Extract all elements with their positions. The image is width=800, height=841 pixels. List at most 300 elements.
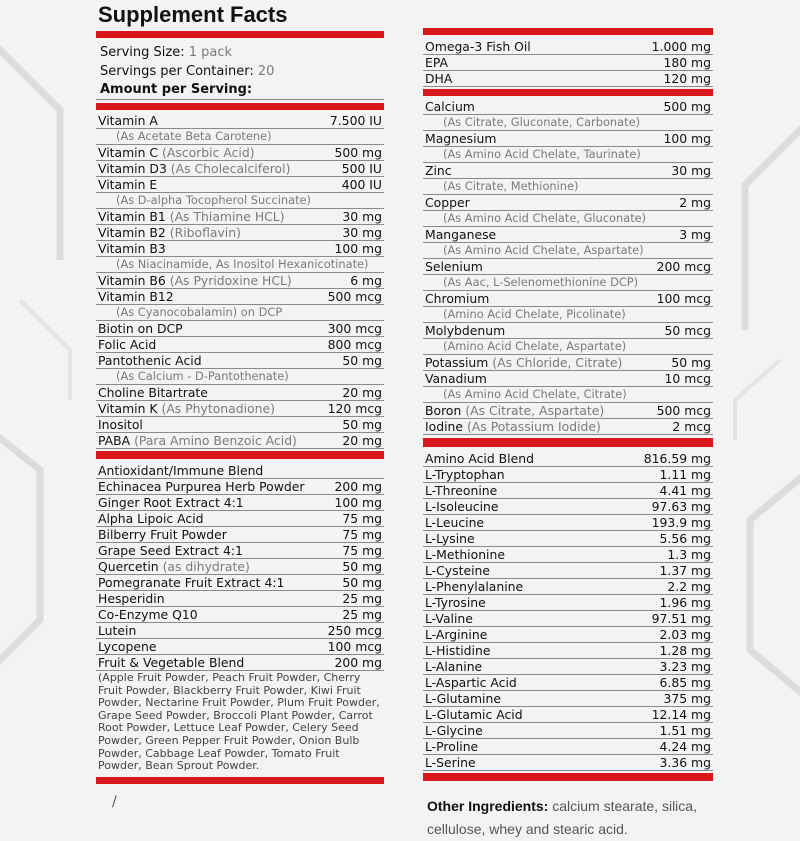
nutrient-source: (As Chloride, Citrate) bbox=[492, 355, 623, 370]
nutrient-amount: 4.24 mg bbox=[659, 739, 711, 754]
nutrient-row bbox=[96, 273, 384, 289]
nutrient-row bbox=[96, 177, 384, 193]
nutrient-row bbox=[96, 337, 384, 353]
nutrient-amount: 30 mg bbox=[342, 209, 382, 224]
nutrient-row bbox=[423, 739, 713, 755]
nutrient-label bbox=[98, 161, 290, 176]
nutrient-row bbox=[423, 723, 713, 739]
nutrient-row bbox=[96, 289, 384, 305]
nutrient-row bbox=[423, 323, 713, 339]
serving-size-label: Serving Size: bbox=[100, 45, 185, 60]
other-ingredients-text: calcium stearate, silica, cellulose, whey and stearic acid. bbox=[427, 798, 697, 837]
vitamins-section bbox=[96, 113, 384, 449]
nutrient-amount: 75 mg bbox=[342, 527, 382, 542]
nutrient-row bbox=[423, 355, 713, 371]
nutrient-name: Vanadium bbox=[425, 371, 487, 386]
nutrient-label bbox=[425, 739, 478, 754]
section-divider bbox=[423, 89, 713, 96]
nutrient-row bbox=[96, 511, 384, 527]
nutrient-name: Vitamin B1 bbox=[98, 209, 166, 224]
nutrient-amount: 7.500 IU bbox=[329, 113, 382, 128]
nutrient-label bbox=[98, 401, 275, 416]
nutrient-row bbox=[96, 209, 384, 225]
nutrient-label bbox=[425, 419, 601, 434]
nutrient-amount: 50 mg bbox=[342, 353, 382, 368]
nutrient-name: L-Arginine bbox=[425, 627, 488, 642]
nutrient-amount: 5.56 mg bbox=[659, 531, 711, 546]
antioxidant-section bbox=[96, 463, 384, 671]
nutrient-amount: 816.59 mg bbox=[643, 451, 711, 466]
nutrient-label bbox=[425, 627, 487, 642]
nutrient-label bbox=[425, 547, 505, 562]
nutrient-name: Hesperidin bbox=[98, 591, 165, 606]
nutrient-row bbox=[96, 559, 384, 575]
nutrient-row bbox=[423, 611, 713, 627]
nutrient-source: (Para Amino Benzoic Acid) bbox=[134, 433, 297, 448]
nutrient-amount: 1.96 mg bbox=[659, 595, 711, 610]
nutrient-label bbox=[425, 39, 531, 54]
sub-note: (As Amino Acid Chelate, Gluconate) bbox=[423, 211, 713, 227]
section-divider bbox=[96, 777, 384, 784]
nutrient-amount: 97.63 mg bbox=[651, 499, 711, 514]
nutrient-amount: 100 mg bbox=[334, 241, 382, 256]
nutrient-source: (Riboflavin) bbox=[169, 225, 241, 240]
sub-note: (As Acetate Beta Carotene) bbox=[96, 129, 384, 145]
nutrient-row bbox=[96, 161, 384, 177]
nutrient-name: Molybdenum bbox=[425, 323, 506, 338]
nutrient-name: L-Isoleucine bbox=[425, 499, 499, 514]
nutrient-row bbox=[423, 467, 713, 483]
nutrient-amount: 250 mcg bbox=[327, 623, 382, 638]
nutrient-label bbox=[98, 337, 156, 352]
nutrient-row bbox=[423, 403, 713, 419]
nutrient-name: Ginger Root Extract 4:1 bbox=[98, 495, 244, 510]
nutrient-name: DHA bbox=[425, 71, 453, 86]
nutrient-row bbox=[96, 145, 384, 161]
nutrient-name: Biotin on DCP bbox=[98, 321, 183, 336]
nutrient-row bbox=[96, 607, 384, 623]
nutrient-amount: 50 mg bbox=[342, 417, 382, 432]
nutrient-amount: 2.03 mg bbox=[659, 627, 711, 642]
nutrient-amount: 20 mg bbox=[342, 385, 382, 400]
nutrient-name: L-Tryptophan bbox=[425, 467, 505, 482]
bottom-mark: / bbox=[112, 793, 117, 810]
nutrient-label bbox=[425, 451, 534, 466]
nutrient-amount: 500 mcg bbox=[656, 403, 711, 418]
nutrient-name: L-Histidine bbox=[425, 643, 491, 658]
nutrient-row bbox=[423, 755, 713, 771]
nutrient-label bbox=[98, 353, 202, 368]
nutrient-amount: 1.11 mg bbox=[659, 467, 711, 482]
nutrient-amount: 100 mcg bbox=[327, 639, 382, 654]
amount-per-serving: Amount per Serving: bbox=[96, 81, 384, 100]
serving-size bbox=[96, 43, 384, 62]
nutrient-name: Zinc bbox=[425, 163, 452, 178]
nutrient-row bbox=[423, 39, 713, 55]
section-divider bbox=[423, 773, 713, 781]
nutrient-row bbox=[96, 321, 384, 337]
nutrient-source: (as dihydrate) bbox=[162, 559, 250, 574]
section-divider bbox=[423, 28, 713, 35]
nutrient-name: L-Cysteine bbox=[425, 563, 490, 578]
nutrient-row bbox=[423, 131, 713, 147]
nutrient-row bbox=[96, 479, 384, 495]
nutrient-amount: 300 mcg bbox=[327, 321, 382, 336]
nutrient-row bbox=[423, 451, 713, 467]
nutrient-label bbox=[98, 321, 183, 336]
nutrient-row bbox=[423, 643, 713, 659]
nutrient-row bbox=[423, 515, 713, 531]
nutrient-label bbox=[98, 591, 165, 606]
sub-note: (As Cyanocobalamin) on DCP bbox=[96, 305, 384, 321]
nutrient-amount: 50 mg bbox=[342, 575, 382, 590]
nutrient-label bbox=[425, 563, 490, 578]
nutrient-amount: 100 mcg bbox=[656, 291, 711, 306]
nutrient-name: Magnesium bbox=[425, 131, 497, 146]
nutrient-name: Choline Bitartrate bbox=[98, 385, 208, 400]
nutrient-amount: 500 IU bbox=[341, 161, 382, 176]
nutrient-label bbox=[98, 417, 143, 432]
nutrient-row bbox=[96, 575, 384, 591]
nutrient-label bbox=[425, 371, 487, 386]
sub-note: (As Amino Acid Chelate, Citrate) bbox=[423, 387, 713, 403]
nutrient-row bbox=[423, 71, 713, 87]
nutrient-name: Fruit & Vegetable Blend bbox=[98, 655, 245, 670]
section-divider bbox=[423, 438, 713, 447]
nutrient-amount: 200 mcg bbox=[656, 259, 711, 274]
nutrient-name: EPA bbox=[425, 55, 448, 70]
nutrient-label bbox=[98, 209, 285, 224]
nutrient-source: (As Potassium Iodide) bbox=[466, 419, 601, 434]
nutrient-row bbox=[423, 195, 713, 211]
nutrient-name: PABA bbox=[98, 433, 131, 448]
nutrient-amount: 120 mg bbox=[663, 71, 711, 86]
nutrient-row bbox=[96, 591, 384, 607]
nutrient-label bbox=[98, 433, 297, 448]
nutrient-name: Lutein bbox=[98, 623, 137, 638]
nutrient-name: Vitamin K bbox=[98, 401, 158, 416]
nutrient-label bbox=[98, 559, 250, 574]
right-column bbox=[423, 0, 713, 841]
nutrient-label bbox=[425, 691, 501, 706]
nutrient-name: Echinacea Purpurea Herb Powder bbox=[98, 479, 305, 494]
nutrient-row bbox=[423, 595, 713, 611]
nutrient-amount: 75 mg bbox=[342, 511, 382, 526]
nutrient-amount: 100 mg bbox=[334, 495, 382, 510]
nutrient-label bbox=[425, 227, 496, 242]
nutrient-row bbox=[96, 543, 384, 559]
serving-size-value: 1 pack bbox=[188, 45, 233, 60]
nutrient-label bbox=[425, 579, 523, 594]
nutrient-amount: 20 mg bbox=[342, 433, 382, 448]
nutrient-amount: 800 mcg bbox=[327, 337, 382, 352]
sub-note: (As D-alpha Tocopherol Succinate) bbox=[96, 193, 384, 209]
left-column bbox=[96, 0, 384, 810]
nutrient-amount: 6 mg bbox=[350, 273, 382, 288]
nutrient-row bbox=[96, 495, 384, 511]
nutrient-label bbox=[98, 385, 208, 400]
nutrient-label bbox=[98, 655, 244, 670]
nutrient-label bbox=[98, 527, 227, 542]
nutrient-name: Lycopene bbox=[98, 639, 157, 654]
nutrient-row bbox=[423, 163, 713, 179]
servings-label: Servings per Container: bbox=[100, 64, 254, 79]
nutrient-row bbox=[423, 563, 713, 579]
nutrient-amount: 25 mg bbox=[342, 607, 382, 622]
nutrient-name: L-Lysine bbox=[425, 531, 475, 546]
nutrient-row bbox=[423, 531, 713, 547]
nutrient-name: Vitamin B12 bbox=[98, 289, 174, 304]
nutrient-label bbox=[425, 515, 484, 530]
nutrient-row bbox=[423, 227, 713, 243]
nutrient-amount: 30 mg bbox=[342, 225, 382, 240]
nutrient-name: Potassium bbox=[425, 355, 489, 370]
nutrient-label bbox=[98, 607, 198, 622]
nutrient-name: Omega-3 Fish Oil bbox=[425, 39, 531, 54]
nutrient-label bbox=[425, 643, 490, 658]
nutrient-label bbox=[425, 403, 604, 418]
nutrient-amount: 500 mg bbox=[334, 145, 382, 160]
nutrient-label bbox=[425, 355, 622, 370]
nutrient-row bbox=[423, 55, 713, 71]
nutrient-amount: 400 IU bbox=[341, 177, 382, 192]
nutrient-label bbox=[98, 289, 174, 304]
nutrient-amount: 1.51 mg bbox=[659, 723, 711, 738]
sub-note: (As Amino Acid Chelate, Taurinate) bbox=[423, 147, 713, 163]
sub-note: (Amino Acid Chelate, Picolinate) bbox=[423, 307, 713, 323]
section-divider bbox=[96, 451, 384, 459]
nutrient-amount: 200 mg bbox=[334, 655, 382, 670]
section-divider bbox=[96, 103, 384, 110]
sub-note: (Amino Acid Chelate, Aspartate) bbox=[423, 339, 713, 355]
nutrient-source: (As Pyridoxine HCL) bbox=[169, 273, 292, 288]
servings-per-container bbox=[96, 62, 384, 81]
nutrient-row bbox=[423, 659, 713, 675]
nutrient-name: Chromium bbox=[425, 291, 490, 306]
nutrient-row bbox=[96, 401, 384, 417]
nutrient-amount: 3.23 mg bbox=[659, 659, 711, 674]
nutrient-amount: 120 mcg bbox=[327, 401, 382, 416]
nutrient-row bbox=[96, 225, 384, 241]
nutrient-name: L-Leucine bbox=[425, 515, 485, 530]
nutrient-amount: 3 mg bbox=[679, 227, 711, 242]
nutrient-amount: 25 mg bbox=[342, 591, 382, 606]
nutrient-name: Calcium bbox=[425, 99, 475, 114]
nutrient-amount: 500 mcg bbox=[327, 289, 382, 304]
nutrient-row bbox=[96, 241, 384, 257]
nutrient-amount: 193.9 mg bbox=[651, 515, 711, 530]
nutrient-row bbox=[423, 675, 713, 691]
nutrient-row bbox=[423, 691, 713, 707]
nutrient-name: L-Glutamic Acid bbox=[425, 707, 523, 722]
nutrient-row bbox=[423, 371, 713, 387]
nutrient-label bbox=[425, 99, 475, 114]
nutrient-label bbox=[98, 543, 243, 558]
nutrient-name: L-Phenylalanine bbox=[425, 579, 524, 594]
minerals-section bbox=[423, 99, 713, 435]
nutrient-name: Pantothenic Acid bbox=[98, 353, 202, 368]
nutrient-label bbox=[425, 483, 497, 498]
nutrient-label bbox=[98, 623, 136, 638]
nutrient-row bbox=[423, 627, 713, 643]
nutrient-amount: 10 mcg bbox=[664, 371, 711, 386]
nutrient-row bbox=[96, 113, 384, 129]
nutrient-amount: 1.3 mg bbox=[667, 547, 711, 562]
sub-note: (As Niacinamide, As Inositol Hexanicotinate) bbox=[96, 257, 384, 273]
sub-note: (As Citrate, Methionine) bbox=[423, 179, 713, 195]
nutrient-name: Alpha Lipoic Acid bbox=[98, 511, 204, 526]
nutrient-label bbox=[425, 659, 482, 674]
nutrient-name: Vitamin A bbox=[98, 113, 158, 128]
nutrient-label bbox=[98, 145, 255, 160]
nutrient-label bbox=[425, 707, 523, 722]
nutrient-label bbox=[425, 163, 452, 178]
nutrient-name: Vitamin B2 bbox=[98, 225, 166, 240]
nutrient-name: L-Methionine bbox=[425, 547, 505, 562]
title-divider bbox=[96, 31, 384, 38]
nutrient-amount: 2.2 mg bbox=[667, 579, 711, 594]
nutrient-amount: 2 mcg bbox=[672, 419, 711, 434]
nutrient-amount: 50 mg bbox=[671, 355, 711, 370]
nutrient-label bbox=[98, 463, 263, 478]
nutrient-name: Iodine bbox=[425, 419, 464, 434]
nutrient-amount: 6.85 mg bbox=[659, 675, 711, 690]
nutrient-name: Grape Seed Extract 4:1 bbox=[98, 543, 243, 558]
nutrient-row bbox=[96, 417, 384, 433]
nutrient-row bbox=[423, 419, 713, 435]
omega-section bbox=[423, 39, 713, 87]
nutrient-name: Bilberry Fruit Powder bbox=[98, 527, 227, 542]
nutrient-label bbox=[425, 611, 473, 626]
nutrient-label bbox=[98, 479, 304, 494]
nutrient-name: L-Proline bbox=[425, 739, 479, 754]
nutrient-source: (Ascorbic Acid) bbox=[162, 145, 255, 160]
fruit-blend-ingredients: (Apple Fruit Powder, Peach Fruit Powder, Cherry Fruit Powder, Blackberry Fruit Powder, Kiwi Fruit Powder, Nectarine Fruit Powder, Plum Fruit Powder, Grape Seed Powder, Broccoli Plant Powder, Carrot Root Powder, Lettuce Leaf Powder, Celery Seed Powder, Green Pepper Fruit Powder, Onion Bulb Powder, Cabbage Leaf Powder, Tomato Fruit Powder, Bean Sprout Powder. bbox=[98, 671, 380, 773]
nutrient-label bbox=[425, 531, 475, 546]
page-title: Supplement Facts bbox=[98, 2, 288, 27]
other-ingredients bbox=[423, 795, 713, 841]
nutrient-name: Vitamin B3 bbox=[98, 241, 166, 256]
nutrient-amount: 500 mg bbox=[663, 99, 711, 114]
nutrient-amount: 30 mg bbox=[671, 163, 711, 178]
nutrient-name: Amino Acid Blend bbox=[425, 451, 534, 466]
nutrient-name: Co-Enzyme Q10 bbox=[98, 607, 198, 622]
nutrient-row bbox=[96, 433, 384, 449]
nutrient-name: Vitamin E bbox=[98, 177, 158, 192]
nutrient-label bbox=[425, 755, 476, 770]
nutrient-label bbox=[98, 639, 156, 654]
nutrient-label bbox=[425, 595, 486, 610]
nutrient-amount: 3.36 mg bbox=[659, 755, 711, 770]
nutrient-row bbox=[96, 353, 384, 369]
nutrient-label bbox=[425, 131, 496, 146]
nutrient-name: Pomegranate Fruit Extract 4:1 bbox=[98, 575, 285, 590]
nutrient-row bbox=[96, 463, 384, 479]
nutrient-row bbox=[423, 707, 713, 723]
nutrient-name: Vitamin C bbox=[98, 145, 159, 160]
nutrient-label bbox=[425, 723, 483, 738]
nutrient-label bbox=[425, 291, 489, 306]
nutrient-row bbox=[423, 579, 713, 595]
nutrient-label bbox=[98, 177, 157, 192]
nutrient-label bbox=[98, 113, 158, 128]
nutrient-row bbox=[423, 547, 713, 563]
nutrient-amount: 4.41 mg bbox=[659, 483, 711, 498]
nutrient-row bbox=[96, 655, 384, 671]
nutrient-label bbox=[425, 675, 517, 690]
nutrient-source: (As Thiamine HCL) bbox=[169, 209, 285, 224]
nutrient-source: (As Cholecalciferol) bbox=[170, 161, 291, 176]
nutrient-amount: 180 mg bbox=[663, 55, 711, 70]
nutrient-name: L-Alanine bbox=[425, 659, 483, 674]
nutrient-source: (As Citrate, Aspartate) bbox=[465, 403, 605, 418]
nutrient-amount: 1.000 mg bbox=[651, 39, 711, 54]
nutrient-amount: 97.51 mg bbox=[651, 611, 711, 626]
nutrient-amount: 12.14 mg bbox=[651, 707, 711, 722]
nutrient-label bbox=[98, 273, 292, 288]
nutrient-label bbox=[425, 323, 505, 338]
nutrient-name: Antioxidant/Immune Blend bbox=[98, 463, 264, 478]
nutrient-row bbox=[423, 259, 713, 275]
nutrient-label bbox=[425, 259, 483, 274]
nutrient-amount: 2 mg bbox=[679, 195, 711, 210]
servings-value: 20 bbox=[257, 64, 275, 79]
nutrient-label bbox=[425, 195, 470, 210]
nutrient-label bbox=[425, 55, 448, 70]
nutrient-row bbox=[423, 483, 713, 499]
nutrient-name: Selenium bbox=[425, 259, 483, 274]
nutrient-name: L-Threonine bbox=[425, 483, 498, 498]
sub-note: (As Amino Acid Chelate, Aspartate) bbox=[423, 243, 713, 259]
nutrient-name: L-Valine bbox=[425, 611, 473, 626]
nutrient-name: Inositol bbox=[98, 417, 143, 432]
nutrient-row bbox=[96, 385, 384, 401]
nutrient-row bbox=[423, 499, 713, 515]
nutrient-name: Boron bbox=[425, 403, 462, 418]
nutrient-amount: 200 mg bbox=[334, 479, 382, 494]
nutrient-name: Vitamin D3 bbox=[98, 161, 167, 176]
nutrient-label bbox=[425, 467, 505, 482]
nutrient-name: Folic Acid bbox=[98, 337, 157, 352]
nutrient-name: L-Aspartic Acid bbox=[425, 675, 517, 690]
nutrient-name: L-Serine bbox=[425, 755, 476, 770]
nutrient-label bbox=[98, 575, 284, 590]
nutrient-label bbox=[425, 499, 499, 514]
nutrient-label bbox=[98, 241, 166, 256]
nutrient-name: Copper bbox=[425, 195, 470, 210]
nutrient-row bbox=[96, 527, 384, 543]
nutrient-label bbox=[98, 511, 204, 526]
nutrient-row bbox=[423, 99, 713, 115]
nutrient-label bbox=[98, 495, 244, 510]
amino-acid-section bbox=[423, 451, 713, 771]
nutrient-name: L-Tyrosine bbox=[425, 595, 486, 610]
nutrient-name: L-Glutamine bbox=[425, 691, 501, 706]
nutrient-amount: 1.28 mg bbox=[659, 643, 711, 658]
nutrient-amount: 375 mg bbox=[663, 691, 711, 706]
nutrient-row bbox=[96, 623, 384, 639]
nutrient-name: Manganese bbox=[425, 227, 497, 242]
nutrient-row bbox=[96, 639, 384, 655]
nutrient-amount: 50 mcg bbox=[664, 323, 711, 338]
nutrient-label bbox=[425, 71, 452, 86]
nutrient-name: Vitamin B6 bbox=[98, 273, 166, 288]
nutrient-name: L-Glycine bbox=[425, 723, 483, 738]
nutrient-amount: 1.37 mg bbox=[659, 563, 711, 578]
nutrient-source: (As Phytonadione) bbox=[161, 401, 275, 416]
nutrient-amount: 100 mg bbox=[663, 131, 711, 146]
other-ingredients-label: Other Ingredients: bbox=[427, 798, 549, 814]
